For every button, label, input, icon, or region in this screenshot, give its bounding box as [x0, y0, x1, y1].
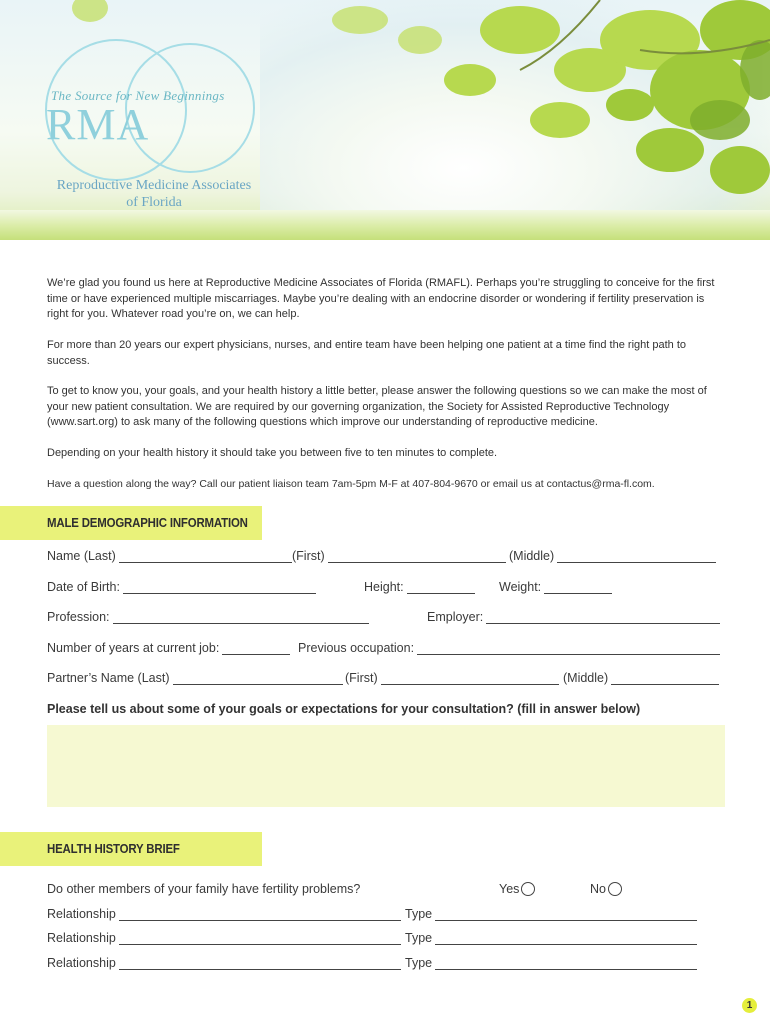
- relationship-label: Relationship: [47, 907, 116, 921]
- org-name: [46, 177, 262, 211]
- yes-option[interactable]: [499, 882, 535, 896]
- partner-middle-label: (Middle): [563, 671, 609, 685]
- intro-paragraph-2: For more than 20 years our expert physicians, nurses, and entire team have been helping one patient at a time find the right path to success.: [47, 339, 686, 367]
- name-last-label: Name (Last): [47, 549, 116, 563]
- profession-blank[interactable]: [113, 611, 369, 624]
- intro-paragraph-1: We’re glad you found us here at Reproductive Medicine Associates of Florida (RMAFL). Perhaps you’re struggling to conceive for the first time or have experienced multiple miscarriages. Maybe you’re dealing with an endocrine disorder or wondering if fertility preservation is right for you. Whatever road you’re on, we can help.: [47, 277, 715, 320]
- partner-middle-field[interactable]: [563, 671, 719, 685]
- partner-middle-blank[interactable]: [611, 672, 719, 685]
- header-banner: [0, 0, 770, 240]
- prev-occupation-label: Previous occupation:: [298, 641, 415, 655]
- weight-label: Weight:: [499, 580, 542, 594]
- org-name-line1: Reproductive Medicine Associates: [56, 178, 252, 193]
- logo-letters: RMA: [46, 100, 150, 149]
- years-job-label: Number of years at current job:: [47, 641, 220, 655]
- partner-first-blank[interactable]: [381, 672, 559, 685]
- dob-field[interactable]: [47, 580, 316, 594]
- org-name-line2: of Florida: [126, 195, 182, 210]
- relationship-label: Relationship: [47, 956, 116, 970]
- name-middle-field[interactable]: [509, 549, 716, 563]
- intro-paragraph-5: Have a question along the way? Call our patient liaison team 7am-5pm M-F at 407-804-9670 or email us at contactus@rma-fl.com.: [47, 478, 655, 490]
- relationship-field-3[interactable]: [47, 956, 401, 970]
- no-radio[interactable]: [608, 882, 622, 896]
- type-label: Type: [405, 956, 433, 970]
- years-job-field[interactable]: [47, 641, 290, 655]
- type-field-2[interactable]: [405, 931, 697, 945]
- family-question: [47, 882, 360, 896]
- type-field-3[interactable]: [405, 956, 697, 970]
- partner-last-field[interactable]: [47, 671, 343, 685]
- type-label: Type: [405, 931, 433, 945]
- relationship-label: Relationship: [47, 931, 116, 945]
- section-title-male-demographic: MALE DEMOGRAPHIC INFORMATION: [47, 515, 248, 530]
- relationship-blank[interactable]: [119, 908, 401, 921]
- intro-paragraph-3: To get to know you, your goals, and your health history a little better, please answer the following questions so we can make the most of your new patient consultation. We are required by our governing organization, the Society for Assisted Reproductive Technology (www.sart.org) to ask many of the following questions which improve our understanding of reproductive medicine.: [47, 385, 707, 428]
- name-first-label: (First): [292, 549, 325, 563]
- profession-label: Profession:: [47, 610, 110, 624]
- grass-strip: [0, 210, 770, 240]
- name-middle-label: (Middle): [509, 549, 555, 563]
- yes-label: Yes: [499, 882, 520, 896]
- prev-occupation-field[interactable]: [298, 641, 720, 655]
- goals-question: Please tell us about some of your goals or expectations for your consultation? (fill in answer below): [47, 702, 641, 716]
- yes-radio[interactable]: [521, 882, 535, 896]
- height-field[interactable]: [364, 580, 475, 594]
- employer-blank[interactable]: [486, 611, 720, 624]
- name-middle-blank[interactable]: [557, 550, 716, 563]
- employer-label: Employer:: [427, 610, 484, 624]
- goals-answer-box[interactable]: [47, 725, 725, 807]
- name-last-field[interactable]: [47, 549, 292, 563]
- type-blank[interactable]: [435, 932, 697, 945]
- profession-field[interactable]: [47, 610, 369, 624]
- partner-last-label: Partner’s Name (Last): [47, 671, 170, 685]
- dob-label: Date of Birth:: [47, 580, 120, 594]
- name-last-blank[interactable]: [119, 550, 292, 563]
- prev-occupation-blank[interactable]: [417, 642, 720, 655]
- no-label: No: [590, 882, 606, 896]
- relationship-blank[interactable]: [119, 957, 401, 970]
- relationship-blank[interactable]: [119, 932, 401, 945]
- name-first-field[interactable]: [292, 549, 506, 563]
- name-first-blank[interactable]: [328, 550, 506, 563]
- relationship-field-2[interactable]: [47, 931, 401, 945]
- section-title-health-history: HEALTH HISTORY BRIEF: [47, 841, 180, 856]
- relationship-field-1[interactable]: [47, 907, 401, 921]
- type-blank[interactable]: [435, 908, 697, 921]
- page-number: 1: [742, 998, 757, 1013]
- type-label: Type: [405, 907, 433, 921]
- logo-tagline: The Source for New Beginnings: [51, 88, 225, 103]
- no-option[interactable]: [590, 882, 622, 896]
- intro-paragraph-4: Depending on your health history it should take you between five to ten minutes to complete.: [47, 447, 498, 459]
- dob-blank[interactable]: [123, 581, 316, 594]
- partner-last-blank[interactable]: [173, 672, 343, 685]
- partner-first-field[interactable]: [345, 671, 559, 685]
- employer-field[interactable]: [427, 610, 720, 624]
- years-job-blank[interactable]: [222, 642, 290, 655]
- partner-first-label: (First): [345, 671, 378, 685]
- height-label: Height:: [364, 580, 404, 594]
- type-blank[interactable]: [435, 957, 697, 970]
- weight-field[interactable]: [499, 580, 612, 594]
- family-question-label: Do other members of your family have fertility problems?: [47, 882, 361, 896]
- type-field-1[interactable]: [405, 907, 697, 921]
- height-blank[interactable]: [407, 581, 475, 594]
- weight-blank[interactable]: [544, 581, 612, 594]
